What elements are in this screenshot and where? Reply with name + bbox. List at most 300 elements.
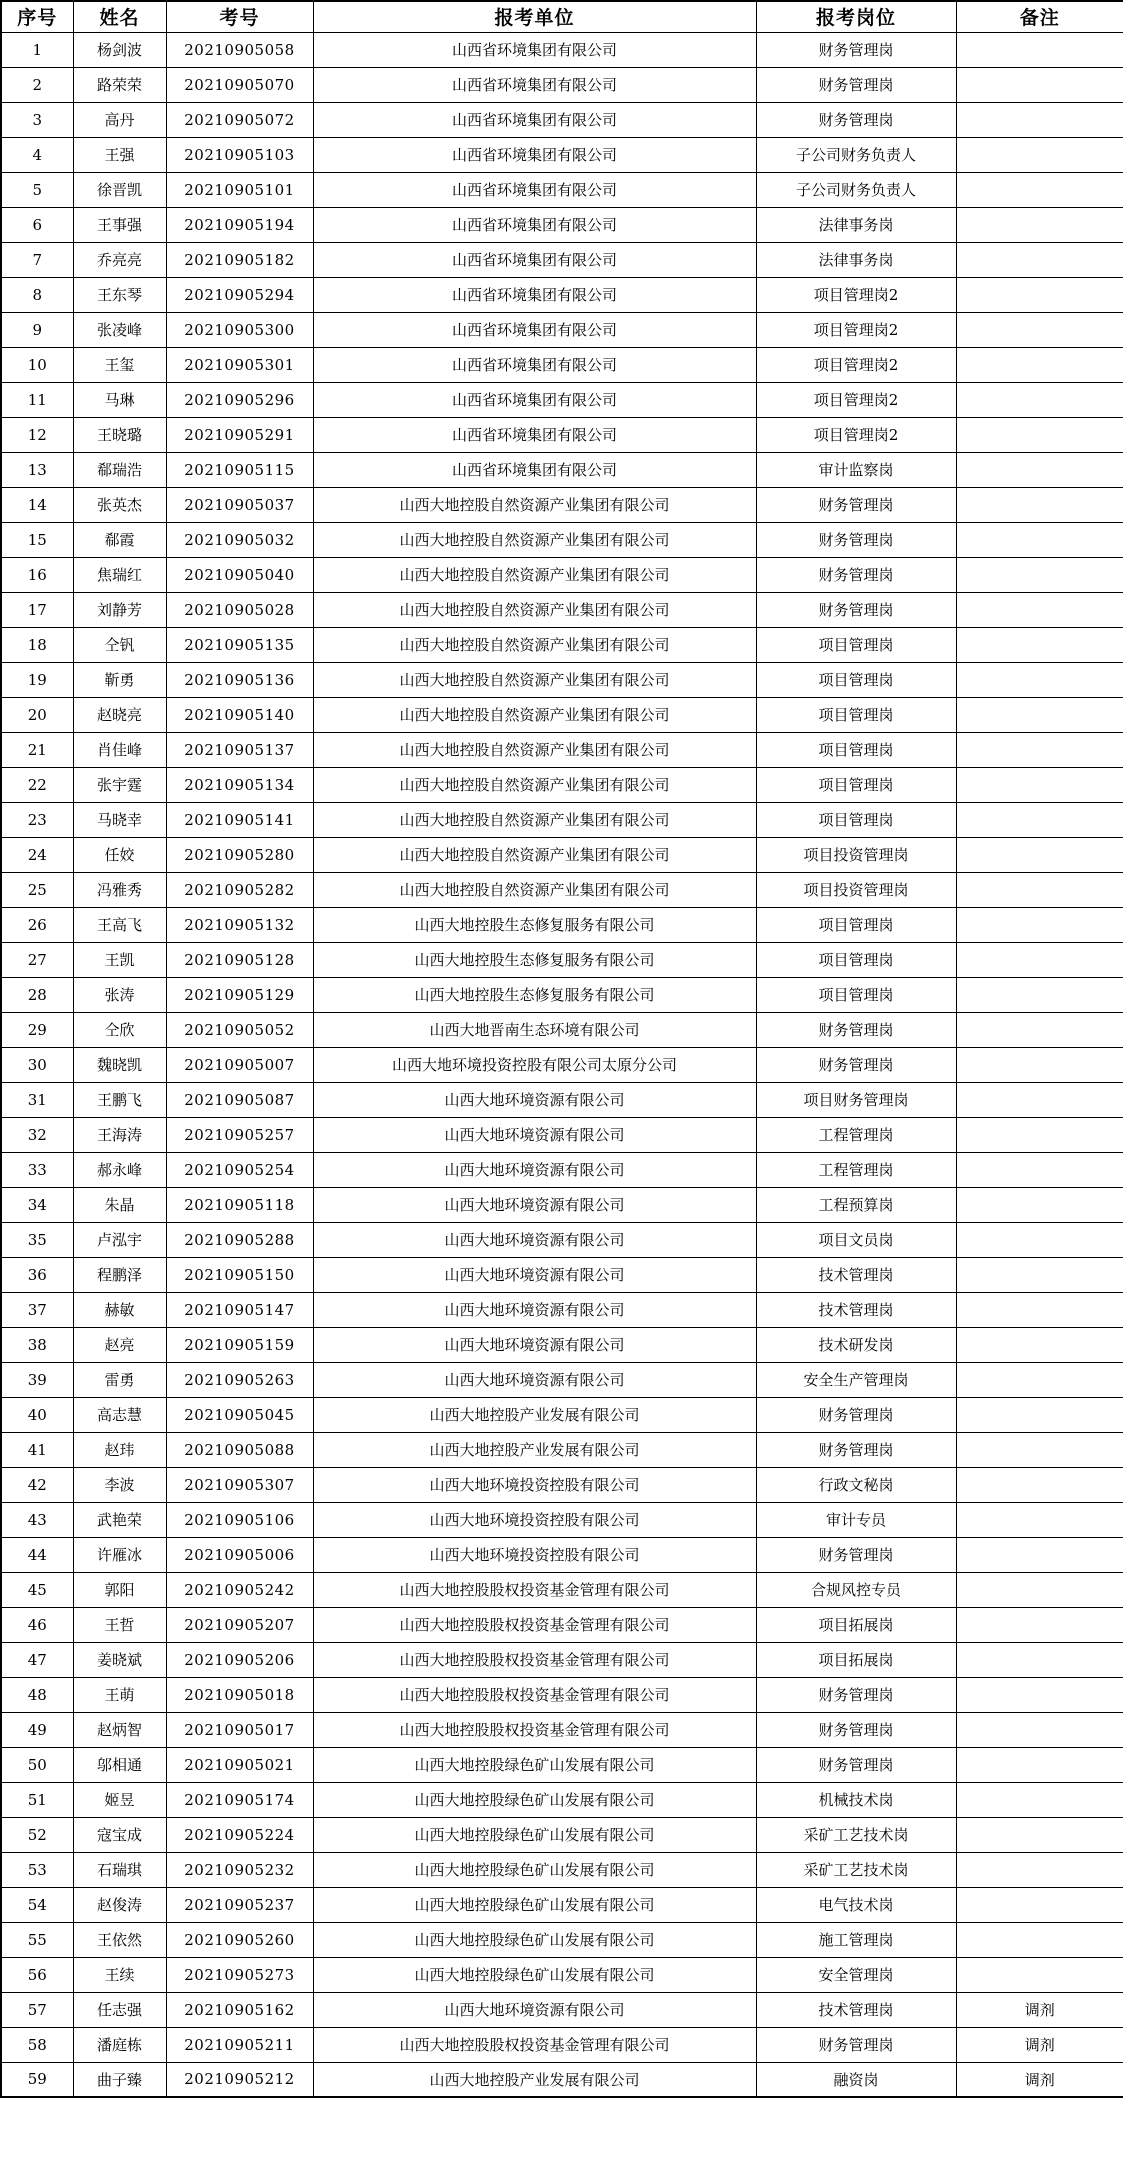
cell-index: 55: [1, 1922, 73, 1957]
cell-position: 法律事务岗: [756, 207, 956, 242]
cell-note: [956, 697, 1123, 732]
cell-position: 融资岗: [756, 2062, 956, 2097]
cell-name: 王依然: [73, 1922, 166, 1957]
table-row: [1, 242, 1123, 277]
table-row: [1, 1117, 1123, 1152]
cell-note: [956, 1362, 1123, 1397]
cell-exam-number: 20210905087: [166, 1082, 313, 1117]
cell-unit: 山西大地控股股权投资基金管理有限公司: [313, 1642, 756, 1677]
cell-name: 雷勇: [73, 1362, 166, 1397]
cell-exam-number: 20210905232: [166, 1852, 313, 1887]
cell-note: [956, 1397, 1123, 1432]
cell-exam-number: 20210905162: [166, 1992, 313, 2027]
table-row: [1, 662, 1123, 697]
cell-position: 财务管理岗: [756, 1047, 956, 1082]
cell-note: [956, 1887, 1123, 1922]
cell-note: [956, 1572, 1123, 1607]
cell-position: 项目管理岗: [756, 767, 956, 802]
cell-note: [956, 627, 1123, 662]
cell-position: 采矿工艺技术岗: [756, 1817, 956, 1852]
cell-unit: 山西大地控股绿色矿山发展有限公司: [313, 1747, 756, 1782]
cell-position: 审计专员: [756, 1502, 956, 1537]
cell-unit: 山西大地晋南生态环境有限公司: [313, 1012, 756, 1047]
cell-position: 技术管理岗: [756, 1257, 956, 1292]
cell-position: 行政文秘岗: [756, 1467, 956, 1502]
cell-name: 路荣荣: [73, 67, 166, 102]
cell-index: 41: [1, 1432, 73, 1467]
cell-exam-number: 20210905070: [166, 67, 313, 102]
cell-name: 邬相通: [73, 1747, 166, 1782]
cell-unit: 山西大地控股自然资源产业集团有限公司: [313, 872, 756, 907]
cell-unit: 山西大地控股绿色矿山发展有限公司: [313, 1957, 756, 1992]
cell-name: 高志慧: [73, 1397, 166, 1432]
cell-exam-number: 20210905254: [166, 1152, 313, 1187]
cell-unit: 山西大地控股生态修复服务有限公司: [313, 907, 756, 942]
cell-exam-number: 20210905028: [166, 592, 313, 627]
cell-name: 武艳荣: [73, 1502, 166, 1537]
cell-position: 财务管理岗: [756, 32, 956, 67]
cell-index: 1: [1, 32, 73, 67]
cell-position: 项目管理岗2: [756, 417, 956, 452]
cell-unit: 山西大地环境资源有限公司: [313, 1362, 756, 1397]
cell-index: 57: [1, 1992, 73, 2027]
cell-note: [956, 662, 1123, 697]
table-body: [1, 32, 1123, 2097]
cell-name: 王续: [73, 1957, 166, 1992]
cell-index: 2: [1, 67, 73, 102]
cell-index: 43: [1, 1502, 73, 1537]
cell-index: 14: [1, 487, 73, 522]
cell-index: 9: [1, 312, 73, 347]
cell-unit: 山西大地控股产业发展有限公司: [313, 1397, 756, 1432]
cell-position: 财务管理岗: [756, 2027, 956, 2062]
cell-note: [956, 207, 1123, 242]
cell-exam-number: 20210905052: [166, 1012, 313, 1047]
table-row: [1, 1712, 1123, 1747]
cell-note: 调剂: [956, 2027, 1123, 2062]
cell-unit: 山西省环境集团有限公司: [313, 102, 756, 137]
table-row: [1, 977, 1123, 1012]
cell-exam-number: 20210905257: [166, 1117, 313, 1152]
cell-unit: 山西省环境集团有限公司: [313, 417, 756, 452]
cell-index: 51: [1, 1782, 73, 1817]
cell-note: [956, 592, 1123, 627]
cell-unit: 山西大地环境资源有限公司: [313, 1082, 756, 1117]
cell-name: 赵亮: [73, 1327, 166, 1362]
cell-position: 财务管理岗: [756, 592, 956, 627]
cell-name: 冯雅秀: [73, 872, 166, 907]
cell-note: [956, 382, 1123, 417]
cell-index: 45: [1, 1572, 73, 1607]
cell-note: [956, 1712, 1123, 1747]
cell-unit: 山西省环境集团有限公司: [313, 452, 756, 487]
cell-position: 项目投资管理岗: [756, 837, 956, 872]
cell-note: 调剂: [956, 2062, 1123, 2097]
cell-unit: 山西大地控股生态修复服务有限公司: [313, 942, 756, 977]
cell-index: 47: [1, 1642, 73, 1677]
table-row: [1, 277, 1123, 312]
table-row: [1, 592, 1123, 627]
cell-exam-number: 20210905263: [166, 1362, 313, 1397]
cell-note: [956, 1222, 1123, 1257]
cell-position: 安全生产管理岗: [756, 1362, 956, 1397]
cell-index: 29: [1, 1012, 73, 1047]
cell-name: 石瑞琪: [73, 1852, 166, 1887]
cell-note: [956, 277, 1123, 312]
cell-exam-number: 20210905006: [166, 1537, 313, 1572]
cell-name: 高丹: [73, 102, 166, 137]
cell-name: 朱晶: [73, 1187, 166, 1222]
cell-unit: 山西大地环境资源有限公司: [313, 1327, 756, 1362]
cell-index: 53: [1, 1852, 73, 1887]
cell-unit: 山西省环境集团有限公司: [313, 242, 756, 277]
cell-exam-number: 20210905135: [166, 627, 313, 662]
cell-position: 项目管理岗: [756, 802, 956, 837]
cell-position: 财务管理岗: [756, 1747, 956, 1782]
cell-name: 王哲: [73, 1607, 166, 1642]
cell-unit: 山西省环境集团有限公司: [313, 347, 756, 382]
cell-position: 工程预算岗: [756, 1187, 956, 1222]
cell-exam-number: 20210905072: [166, 102, 313, 137]
cell-unit: 山西大地控股绿色矿山发展有限公司: [313, 1817, 756, 1852]
cell-name: 焦瑞红: [73, 557, 166, 592]
cell-exam-number: 20210905140: [166, 697, 313, 732]
cell-exam-number: 20210905018: [166, 1677, 313, 1712]
cell-exam-number: 20210905136: [166, 662, 313, 697]
cell-unit: 山西大地控股自然资源产业集团有限公司: [313, 522, 756, 557]
header-unit: 报考单位: [313, 1, 756, 32]
cell-index: 58: [1, 2027, 73, 2062]
cell-index: 44: [1, 1537, 73, 1572]
cell-position: 财务管理岗: [756, 1012, 956, 1047]
cell-name: 李波: [73, 1467, 166, 1502]
table-row: [1, 1327, 1123, 1362]
cell-position: 技术研发岗: [756, 1327, 956, 1362]
cell-position: 财务管理岗: [756, 102, 956, 137]
cell-unit: 山西大地环境投资控股有限公司: [313, 1467, 756, 1502]
cell-exam-number: 20210905103: [166, 137, 313, 172]
cell-position: 工程管理岗: [756, 1152, 956, 1187]
cell-exam-number: 20210905021: [166, 1747, 313, 1782]
cell-unit: 山西大地控股绿色矿山发展有限公司: [313, 1782, 756, 1817]
cell-unit: 山西省环境集团有限公司: [313, 312, 756, 347]
cell-note: [956, 137, 1123, 172]
cell-unit: 山西省环境集团有限公司: [313, 172, 756, 207]
cell-exam-number: 20210905007: [166, 1047, 313, 1082]
cell-exam-number: 20210905206: [166, 1642, 313, 1677]
cell-name: 魏晓凯: [73, 1047, 166, 1082]
cell-index: 15: [1, 522, 73, 557]
cell-index: 39: [1, 1362, 73, 1397]
cell-index: 16: [1, 557, 73, 592]
cell-exam-number: 20210905132: [166, 907, 313, 942]
cell-note: [956, 802, 1123, 837]
cell-note: [956, 452, 1123, 487]
cell-index: 56: [1, 1957, 73, 1992]
cell-name: 刘静芳: [73, 592, 166, 627]
cell-exam-number: 20210905212: [166, 2062, 313, 2097]
cell-name: 王萌: [73, 1677, 166, 1712]
cell-position: 项目管理岗2: [756, 382, 956, 417]
table-row: [1, 1292, 1123, 1327]
cell-index: 50: [1, 1747, 73, 1782]
cell-exam-number: 20210905017: [166, 1712, 313, 1747]
cell-name: 曲子臻: [73, 2062, 166, 2097]
cell-unit: 山西大地控股产业发展有限公司: [313, 1432, 756, 1467]
cell-exam-number: 20210905282: [166, 872, 313, 907]
table-row: [1, 1467, 1123, 1502]
table-row: [1, 1782, 1123, 1817]
cell-name: 杨剑波: [73, 32, 166, 67]
cell-name: 王晓璐: [73, 417, 166, 452]
table-row: [1, 1747, 1123, 1782]
cell-unit: 山西大地控股自然资源产业集团有限公司: [313, 802, 756, 837]
cell-note: [956, 1677, 1123, 1712]
table-row: [1, 347, 1123, 382]
cell-index: 28: [1, 977, 73, 1012]
cell-index: 26: [1, 907, 73, 942]
table-row: [1, 1922, 1123, 1957]
cell-unit: 山西大地环境资源有限公司: [313, 1152, 756, 1187]
cell-index: 48: [1, 1677, 73, 1712]
cell-note: [956, 1747, 1123, 1782]
cell-name: 郭阳: [73, 1572, 166, 1607]
cell-note: [956, 1257, 1123, 1292]
cell-name: 姜晓斌: [73, 1642, 166, 1677]
table-row: [1, 1677, 1123, 1712]
cell-unit: 山西大地控股股权投资基金管理有限公司: [313, 2027, 756, 2062]
cell-exam-number: 20210905294: [166, 277, 313, 312]
cell-unit: 山西大地环境资源有限公司: [313, 1257, 756, 1292]
cell-note: [956, 67, 1123, 102]
cell-position: 合规风控专员: [756, 1572, 956, 1607]
cell-note: [956, 837, 1123, 872]
cell-exam-number: 20210905129: [166, 977, 313, 1012]
cell-name: 寇宝成: [73, 1817, 166, 1852]
cell-index: 49: [1, 1712, 73, 1747]
cell-name: 张英杰: [73, 487, 166, 522]
cell-name: 王玺: [73, 347, 166, 382]
cell-exam-number: 20210905045: [166, 1397, 313, 1432]
cell-exam-number: 20210905174: [166, 1782, 313, 1817]
cell-unit: 山西大地控股自然资源产业集团有限公司: [313, 557, 756, 592]
table-row: [1, 1572, 1123, 1607]
table-row: [1, 487, 1123, 522]
cell-note: [956, 1957, 1123, 1992]
cell-index: 10: [1, 347, 73, 382]
cell-unit: 山西大地控股自然资源产业集团有限公司: [313, 837, 756, 872]
table-row: [1, 1957, 1123, 1992]
table-row: [1, 2062, 1123, 2097]
table-row: [1, 837, 1123, 872]
cell-position: 采矿工艺技术岗: [756, 1852, 956, 1887]
cell-position: 项目管理岗: [756, 977, 956, 1012]
cell-exam-number: 20210905058: [166, 32, 313, 67]
table-row: [1, 557, 1123, 592]
cell-name: 赵玮: [73, 1432, 166, 1467]
cell-note: [956, 1327, 1123, 1362]
cell-note: [956, 242, 1123, 277]
cell-unit: 山西省环境集团有限公司: [313, 207, 756, 242]
cell-index: 52: [1, 1817, 73, 1852]
cell-index: 5: [1, 172, 73, 207]
table-row: [1, 1992, 1123, 2027]
cell-exam-number: 20210905137: [166, 732, 313, 767]
cell-exam-number: 20210905118: [166, 1187, 313, 1222]
cell-index: 35: [1, 1222, 73, 1257]
cell-name: 徐晋凯: [73, 172, 166, 207]
cell-index: 22: [1, 767, 73, 802]
cell-index: 37: [1, 1292, 73, 1327]
cell-exam-number: 20210905040: [166, 557, 313, 592]
cell-position: 机械技术岗: [756, 1782, 956, 1817]
cell-position: 审计监察岗: [756, 452, 956, 487]
cell-note: [956, 1012, 1123, 1047]
cell-note: [956, 1082, 1123, 1117]
cell-name: 王海涛: [73, 1117, 166, 1152]
cell-position: 财务管理岗: [756, 1677, 956, 1712]
cell-name: 王鹏飞: [73, 1082, 166, 1117]
table-row: [1, 1047, 1123, 1082]
cell-position: 财务管理岗: [756, 1537, 956, 1572]
cell-position: 电气技术岗: [756, 1887, 956, 1922]
cell-exam-number: 20210905194: [166, 207, 313, 242]
cell-note: [956, 1152, 1123, 1187]
cell-unit: 山西大地控股股权投资基金管理有限公司: [313, 1572, 756, 1607]
cell-unit: 山西大地控股自然资源产业集团有限公司: [313, 487, 756, 522]
cell-position: 法律事务岗: [756, 242, 956, 277]
cell-index: 11: [1, 382, 73, 417]
cell-note: [956, 1642, 1123, 1677]
cell-unit: 山西大地环境资源有限公司: [313, 1992, 756, 2027]
cell-note: [956, 522, 1123, 557]
cell-exam-number: 20210905150: [166, 1257, 313, 1292]
cell-exam-number: 20210905288: [166, 1222, 313, 1257]
cell-unit: 山西大地环境资源有限公司: [313, 1222, 756, 1257]
table-row: [1, 942, 1123, 977]
cell-name: 程鹏泽: [73, 1257, 166, 1292]
cell-note: [956, 417, 1123, 452]
cell-note: [956, 557, 1123, 592]
cell-exam-number: 20210905182: [166, 242, 313, 277]
cell-position: 财务管理岗: [756, 67, 956, 102]
cell-name: 郗霞: [73, 522, 166, 557]
cell-note: [956, 102, 1123, 137]
cell-index: 24: [1, 837, 73, 872]
header-exam-number: 考号: [166, 1, 313, 32]
cell-name: 郗瑞浩: [73, 452, 166, 487]
cell-name: 卢泓宇: [73, 1222, 166, 1257]
table-row: [1, 1887, 1123, 1922]
table-row: [1, 1362, 1123, 1397]
cell-position: 项目文员岗: [756, 1222, 956, 1257]
cell-index: 27: [1, 942, 73, 977]
cell-unit: 山西大地控股绿色矿山发展有限公司: [313, 1887, 756, 1922]
cell-name: 马晓幸: [73, 802, 166, 837]
cell-index: 33: [1, 1152, 73, 1187]
cell-unit: 山西大地控股绿色矿山发展有限公司: [313, 1852, 756, 1887]
cell-unit: 山西大地环境资源有限公司: [313, 1292, 756, 1327]
cell-note: [956, 1852, 1123, 1887]
table-row: [1, 732, 1123, 767]
cell-name: 马琳: [73, 382, 166, 417]
cell-position: 工程管理岗: [756, 1117, 956, 1152]
cell-position: 财务管理岗: [756, 487, 956, 522]
cell-index: 19: [1, 662, 73, 697]
cell-note: [956, 977, 1123, 1012]
cell-note: [956, 172, 1123, 207]
cell-name: 潘庭栋: [73, 2027, 166, 2062]
cell-exam-number: 20210905307: [166, 1467, 313, 1502]
cell-position: 财务管理岗: [756, 1712, 956, 1747]
cell-index: 13: [1, 452, 73, 487]
table-row: [1, 1642, 1123, 1677]
cell-note: [956, 1432, 1123, 1467]
cell-name: 仝欣: [73, 1012, 166, 1047]
cell-index: 30: [1, 1047, 73, 1082]
cell-note: [956, 1782, 1123, 1817]
cell-index: 46: [1, 1607, 73, 1642]
table-row: [1, 1012, 1123, 1047]
cell-exam-number: 20210905159: [166, 1327, 313, 1362]
cell-exam-number: 20210905207: [166, 1607, 313, 1642]
cell-index: 17: [1, 592, 73, 627]
table-row: [1, 1432, 1123, 1467]
cell-exam-number: 20210905134: [166, 767, 313, 802]
cell-unit: 山西省环境集团有限公司: [313, 137, 756, 172]
cell-unit: 山西大地控股自然资源产业集团有限公司: [313, 662, 756, 697]
cell-name: 张宇霆: [73, 767, 166, 802]
cell-exam-number: 20210905211: [166, 2027, 313, 2062]
header-position: 报考岗位: [756, 1, 956, 32]
cell-name: 王凯: [73, 942, 166, 977]
cell-position: 技术管理岗: [756, 1992, 956, 2027]
cell-unit: 山西大地控股产业发展有限公司: [313, 2062, 756, 2097]
table-row: [1, 1397, 1123, 1432]
cell-name: 张涛: [73, 977, 166, 1012]
cell-position: 财务管理岗: [756, 1397, 956, 1432]
cell-exam-number: 20210905106: [166, 1502, 313, 1537]
cell-position: 财务管理岗: [756, 557, 956, 592]
cell-exam-number: 20210905273: [166, 1957, 313, 1992]
cell-unit: 山西大地控股自然资源产业集团有限公司: [313, 627, 756, 662]
cell-unit: 山西大地控股自然资源产业集团有限公司: [313, 767, 756, 802]
cell-exam-number: 20210905300: [166, 312, 313, 347]
cell-index: 20: [1, 697, 73, 732]
cell-position: 项目管理岗: [756, 942, 956, 977]
cell-position: 施工管理岗: [756, 1922, 956, 1957]
table-header: [1, 1, 1123, 32]
cell-exam-number: 20210905260: [166, 1922, 313, 1957]
table-row: [1, 522, 1123, 557]
cell-note: [956, 312, 1123, 347]
header-index: 序号: [1, 1, 73, 32]
table-row: [1, 67, 1123, 102]
cell-index: 25: [1, 872, 73, 907]
table-row: [1, 1257, 1123, 1292]
cell-unit: 山西大地环境投资控股有限公司: [313, 1537, 756, 1572]
cell-name: 王高飞: [73, 907, 166, 942]
table-row: [1, 1152, 1123, 1187]
cell-position: 项目管理岗: [756, 662, 956, 697]
cell-note: [956, 1047, 1123, 1082]
cell-exam-number: 20210905141: [166, 802, 313, 837]
cell-name: 赵晓亮: [73, 697, 166, 732]
cell-note: [956, 347, 1123, 382]
cell-unit: 山西大地控股股权投资基金管理有限公司: [313, 1712, 756, 1747]
cell-position: 项目管理岗2: [756, 312, 956, 347]
cell-unit: 山西大地环境资源有限公司: [313, 1117, 756, 1152]
